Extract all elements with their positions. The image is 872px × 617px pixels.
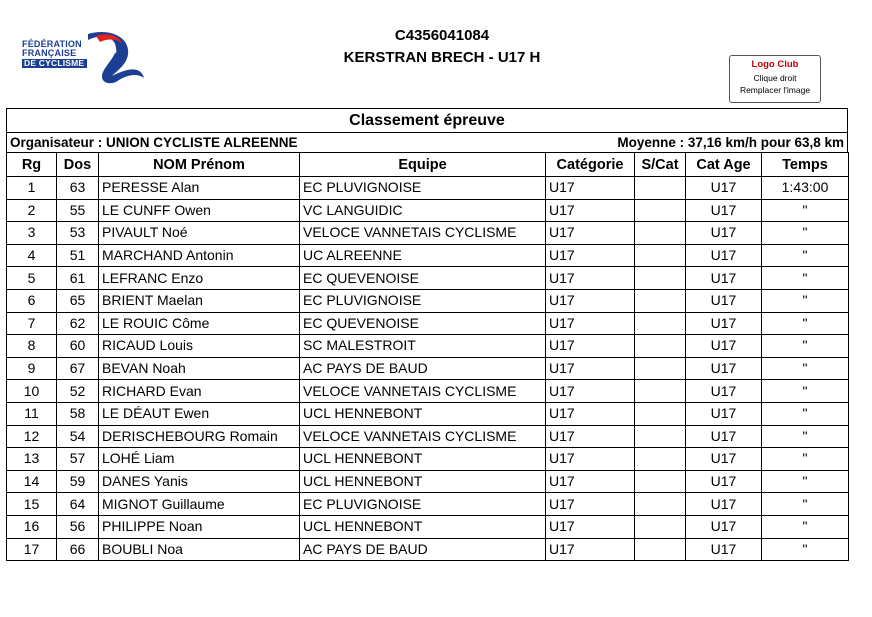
subcategory-cell [635, 493, 686, 516]
rank-cell: 3 [7, 222, 57, 245]
rank-cell: 1 [7, 177, 57, 200]
category-cell: U17 [546, 177, 635, 200]
subcategory-cell [635, 515, 686, 538]
rank-cell: 14 [7, 470, 57, 493]
race-code: C4356041084 [394, 27, 490, 44]
name-cell: BOUBLI Noa [99, 538, 300, 561]
table-row [7, 177, 849, 200]
rank-cell: 15 [7, 493, 57, 516]
table-row [7, 312, 849, 335]
time-cell: " [762, 312, 849, 335]
col-header-name: NOM Prénom [99, 153, 300, 177]
name-cell: PERESSE Alan [99, 177, 300, 200]
team-cell: VELOCE VANNETAIS CYCLISME [300, 380, 546, 403]
time-cell: " [762, 244, 849, 267]
table-row [7, 289, 849, 312]
col-header-category: Catégorie [546, 153, 635, 177]
time-cell: " [762, 380, 849, 403]
bib-cell: 61 [57, 267, 99, 290]
results-table [6, 152, 849, 561]
table-row [7, 448, 849, 471]
rank-cell: 8 [7, 335, 57, 358]
col-header-team: Equipe [300, 153, 546, 177]
team-cell: UCL HENNEBONT [300, 448, 546, 471]
rank-cell: 13 [7, 448, 57, 471]
category-cell: U17 [546, 448, 635, 471]
bib-cell: 56 [57, 515, 99, 538]
table-row [7, 380, 849, 403]
subcategory-cell [635, 244, 686, 267]
col-header-subcategory: S/Cat [635, 153, 686, 177]
club-logo-hint-2: Remplacer l'image [739, 85, 811, 95]
bib-cell: 52 [57, 380, 99, 403]
time-cell: " [762, 199, 849, 222]
rank-cell: 2 [7, 199, 57, 222]
time-cell: " [762, 470, 849, 493]
name-cell: BRIENT Maelan [99, 289, 300, 312]
organizer: Organisateur : UNION CYCLISTE ALREENNE [10, 135, 298, 150]
table-row [7, 222, 849, 245]
table-row [7, 244, 849, 267]
bib-cell: 63 [57, 177, 99, 200]
table-row [7, 515, 849, 538]
organizer-line [6, 132, 848, 152]
rank-cell: 12 [7, 425, 57, 448]
club-logo-title: Logo Club [751, 59, 799, 70]
team-cell: VC LANGUIDIC [300, 199, 546, 222]
team-cell: VELOCE VANNETAIS CYCLISME [300, 222, 546, 245]
name-cell: LOHÉ Liam [99, 448, 300, 471]
results-sheet [6, 108, 848, 561]
time-cell: " [762, 289, 849, 312]
rank-cell: 4 [7, 244, 57, 267]
time-cell: " [762, 538, 849, 561]
table-row [7, 402, 849, 425]
name-cell: LEFRANC Enzo [99, 267, 300, 290]
category-cell: U17 [546, 289, 635, 312]
team-cell: EC PLUVIGNOISE [300, 177, 546, 200]
name-cell: RICHARD Evan [99, 380, 300, 403]
age-category-cell: U17 [686, 222, 762, 245]
age-category-cell: U17 [686, 402, 762, 425]
subcategory-cell [635, 402, 686, 425]
subcategory-cell [635, 312, 686, 335]
col-header-bib: Dos [57, 153, 99, 177]
age-category-cell: U17 [686, 335, 762, 358]
age-category-cell: U17 [686, 267, 762, 290]
subcategory-cell [635, 267, 686, 290]
subcategory-cell [635, 357, 686, 380]
category-cell: U17 [546, 493, 635, 516]
category-cell: U17 [546, 470, 635, 493]
subcategory-cell [635, 177, 686, 200]
table-header-row [7, 153, 849, 177]
team-cell: VELOCE VANNETAIS CYCLISME [300, 425, 546, 448]
name-cell: LE ROUIC Côme [99, 312, 300, 335]
name-cell: MARCHAND Antonin [99, 244, 300, 267]
time-cell: " [762, 425, 849, 448]
name-cell: RICAUD Louis [99, 335, 300, 358]
rank-cell: 17 [7, 538, 57, 561]
col-header-rank: Rg [7, 153, 57, 177]
bib-cell: 57 [57, 448, 99, 471]
table-row [7, 493, 849, 516]
category-cell: U17 [546, 380, 635, 403]
club-logo-hint: Clique droit [753, 73, 797, 83]
federation-logo-line3: DE CYCLISME [22, 59, 87, 68]
table-row [7, 199, 849, 222]
category-cell: U17 [546, 312, 635, 335]
team-cell: SC MALESTROIT [300, 335, 546, 358]
bib-cell: 53 [57, 222, 99, 245]
category-cell: U17 [546, 402, 635, 425]
subcategory-cell [635, 222, 686, 245]
time-cell: " [762, 267, 849, 290]
subcategory-cell [635, 538, 686, 561]
bib-cell: 54 [57, 425, 99, 448]
table-row [7, 357, 849, 380]
age-category-cell: U17 [686, 515, 762, 538]
name-cell: MIGNOT Guillaume [99, 493, 300, 516]
bib-cell: 62 [57, 312, 99, 335]
age-category-cell: U17 [686, 289, 762, 312]
team-cell: AC PAYS DE BAUD [300, 538, 546, 561]
category-cell: U17 [546, 222, 635, 245]
name-cell: PIVAULT Noé [99, 222, 300, 245]
age-category-cell: U17 [686, 538, 762, 561]
rank-cell: 6 [7, 289, 57, 312]
team-cell: UC ALREENNE [300, 244, 546, 267]
subcategory-cell [635, 448, 686, 471]
category-cell: U17 [546, 199, 635, 222]
bib-cell: 65 [57, 289, 99, 312]
age-category-cell: U17 [686, 448, 762, 471]
time-cell: 1:43:00 [762, 177, 849, 200]
team-cell: EC PLUVIGNOISE [300, 493, 546, 516]
col-header-age-category: Cat Age [686, 153, 762, 177]
time-cell: " [762, 448, 849, 471]
time-cell: " [762, 515, 849, 538]
team-cell: EC QUEVENOISE [300, 267, 546, 290]
time-cell: " [762, 357, 849, 380]
age-category-cell: U17 [686, 380, 762, 403]
bib-cell: 66 [57, 538, 99, 561]
bib-cell: 55 [57, 199, 99, 222]
category-cell: U17 [546, 267, 635, 290]
time-cell: " [762, 493, 849, 516]
rank-cell: 7 [7, 312, 57, 335]
team-cell: EC QUEVENOISE [300, 312, 546, 335]
subcategory-cell [635, 425, 686, 448]
name-cell: DERISCHEBOURG Romain [99, 425, 300, 448]
age-category-cell: U17 [686, 244, 762, 267]
subcategory-cell [635, 470, 686, 493]
age-category-cell: U17 [686, 425, 762, 448]
subcategory-cell [635, 335, 686, 358]
age-category-cell: U17 [686, 199, 762, 222]
col-header-time: Temps [762, 153, 849, 177]
time-cell: " [762, 335, 849, 358]
rank-cell: 11 [7, 402, 57, 425]
category-cell: U17 [546, 244, 635, 267]
bib-cell: 64 [57, 493, 99, 516]
team-cell: UCL HENNEBONT [300, 515, 546, 538]
bib-cell: 67 [57, 357, 99, 380]
age-category-cell: U17 [686, 470, 762, 493]
age-category-cell: U17 [686, 177, 762, 200]
name-cell: BEVAN Noah [99, 357, 300, 380]
bib-cell: 58 [57, 402, 99, 425]
bib-cell: 59 [57, 470, 99, 493]
classement-title: Classement épreuve [6, 108, 848, 132]
time-cell: " [762, 222, 849, 245]
category-cell: U17 [546, 425, 635, 448]
age-category-cell: U17 [686, 357, 762, 380]
race-name: KERSTRAN BRECH - U17 H [343, 49, 541, 66]
category-cell: U17 [546, 357, 635, 380]
name-cell: DANES Yanis [99, 470, 300, 493]
category-cell: U17 [546, 538, 635, 561]
subcategory-cell [635, 380, 686, 403]
table-row [7, 470, 849, 493]
name-cell: LE DÉAUT Ewen [99, 402, 300, 425]
category-cell: U17 [546, 335, 635, 358]
federation-logo-line2: FRANÇAISE [22, 48, 77, 58]
team-cell: EC PLUVIGNOISE [300, 289, 546, 312]
age-category-cell: U17 [686, 493, 762, 516]
federation-logo-line1: FÉDÉRATION [22, 39, 82, 49]
subcategory-cell [635, 199, 686, 222]
table-row [7, 425, 849, 448]
table-row [7, 267, 849, 290]
rank-cell: 16 [7, 515, 57, 538]
age-category-cell: U17 [686, 312, 762, 335]
rank-cell: 9 [7, 357, 57, 380]
table-row [7, 335, 849, 358]
time-cell: " [762, 402, 849, 425]
rank-cell: 10 [7, 380, 57, 403]
table-row [7, 538, 849, 561]
category-cell: U17 [546, 515, 635, 538]
rank-cell: 5 [7, 267, 57, 290]
bib-cell: 60 [57, 335, 99, 358]
subcategory-cell [635, 289, 686, 312]
name-cell: PHILIPPE Noan [99, 515, 300, 538]
bib-cell: 51 [57, 244, 99, 267]
team-cell: AC PAYS DE BAUD [300, 357, 546, 380]
club-logo-placeholder [729, 55, 821, 103]
average-speed: Moyenne : 37,16 km/h pour 63,8 km [617, 135, 844, 150]
team-cell: UCL HENNEBONT [300, 402, 546, 425]
name-cell: LE CUNFF Owen [99, 199, 300, 222]
team-cell: UCL HENNEBONT [300, 470, 546, 493]
